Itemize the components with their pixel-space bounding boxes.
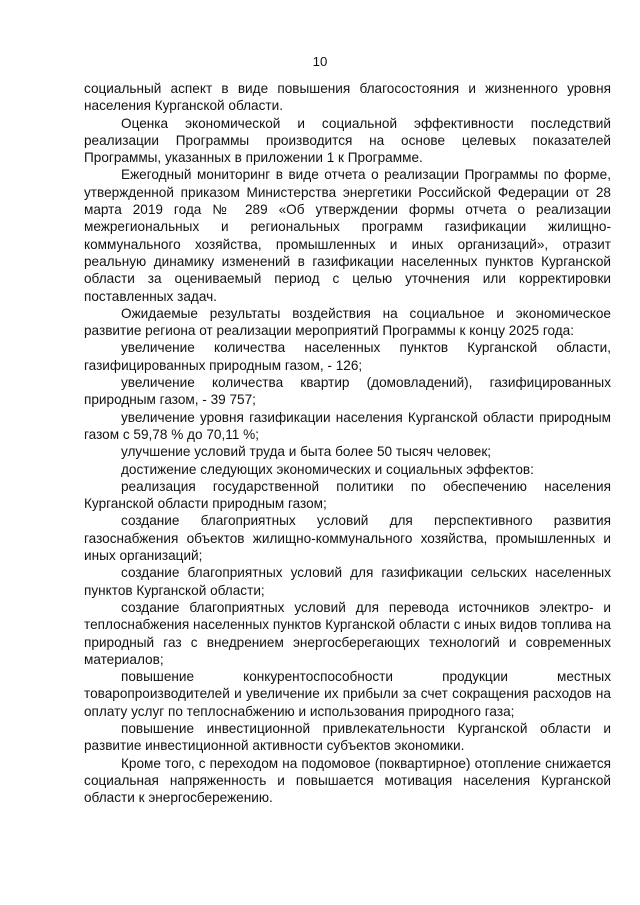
list-item-state-policy: реализация государственной политики по обеспечению населения Курганской области природным газом; — [84, 478, 611, 512]
paragraph-conclusion: Кроме того, с переходом на подомовое (поквартирное) отопление снижается социальная напряженность и повышается мотивация населения Курганской области к энергосбережению. — [84, 755, 611, 806]
list-item-investment: повышение инвестиционной привлекательности Курганской области и развитие инвестиционной активности субъектов экономики. — [84, 720, 611, 754]
paragraph-continuation: социальный аспект в виде повышения благосостояния и жизненного уровня населения Курганской области. — [84, 81, 611, 114]
paragraph-evaluation: Оценка экономической и социальной эффективности последствий реализации Программы производится на основе целевых показателей Программы, указанных в приложении 1 к Программе. — [84, 115, 611, 166]
list-item-fuel-conversion: создание благоприятных условий для перевода источников электро- и теплоснабжения населенных пунктов Курганской области с иных видов топлива на природный газ с внедрением энергосберегающих технологий и современных материалов; — [84, 599, 611, 667]
paragraph-monitoring: Ежегодный мониторинг в виде отчета о реализации Программы по форме, утвержденной приказом Министерства энергетики Российской Федерации от 28 марта 2019 года № 289 «Об утверждении формы отчета о реализации межрегиональных и региональных программ газификации жилищно-коммунального хозяйства, промышленных и иных организаций», отразит реальную динамику изменений в газификации населенных пунктов Курганской области за оцениваемый период с целью уточнения или корректировки поставленных задач. — [84, 167, 611, 304]
paragraph-expected-results: Ожидаемые результаты воздействия на социальное и экономическое развитие региона от реализации мероприятий Программы к концу 2025 года: — [84, 305, 611, 339]
body-text — [84, 80, 611, 806]
list-item-gasification-level: увеличение уровня газификации населения Курганской области природным газом с 59,78 % до 70,11 %; — [84, 409, 611, 442]
list-item-living-conditions: улучшение условий труда и быта более 50 тысяч человек; — [121, 444, 492, 460]
list-item-settlements: увеличение количества населенных пунктов Курганской области, газифицированных природным газом, - 126; — [84, 340, 611, 373]
list-item-competitiveness: повышение конкурентоспособности продукции местных товаропроизводителей и увеличение их прибыли за счет сокращения расходов на оплату услуг по теплоснабжению и использования природного газа; — [84, 669, 611, 719]
page-number: 10 — [312, 54, 328, 69]
list-item-effects: достижение следующих экономических и социальных эффектов: — [121, 461, 534, 477]
list-item-apartments: увеличение количества квартир (домовладений), газифицированных природным газом, - 39 757; — [84, 375, 611, 408]
list-item-rural-gasification: создание благоприятных условий для газификации сельских населенных пунктов Курганской области; — [84, 565, 611, 598]
list-item-gas-supply: создание благоприятных условий для перспективного развития газоснабжения объектов жилищно-коммунального хозяйства, промышленных и иных организаций; — [84, 513, 611, 564]
